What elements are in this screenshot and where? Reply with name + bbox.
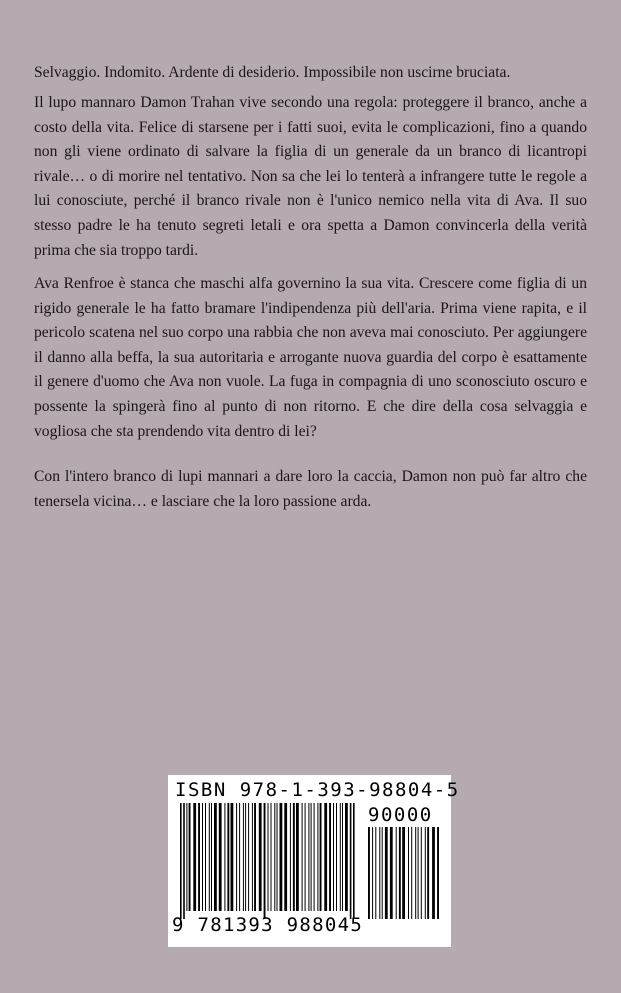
barcode-bar xyxy=(183,803,185,919)
paragraph-text: Con l'intero branco di lupi mannari a dare loro la caccia, Damon non può far altro che tenersela vicina… e lasciare che la loro passione arda. xyxy=(34,468,587,510)
barcode-bar xyxy=(353,803,355,919)
barcode-bar xyxy=(368,827,370,919)
barcode-bar xyxy=(302,803,303,911)
barcode-bar xyxy=(227,803,229,911)
isbn-label: ISBN 978-1-393-98804-5 xyxy=(175,779,460,801)
barcode-bar xyxy=(293,803,295,911)
barcode-bar xyxy=(231,803,234,911)
barcode-bar xyxy=(224,803,225,911)
barcode-bar xyxy=(345,803,348,911)
barcode-bar xyxy=(408,827,409,919)
barcode-bar xyxy=(180,803,182,919)
barcode-addon-number: 90000 xyxy=(368,804,433,826)
barcode-bar xyxy=(390,827,393,919)
barcode-bar xyxy=(324,803,327,911)
barcode-bar xyxy=(320,803,322,911)
barcode-bar xyxy=(375,827,376,919)
tagline-text: Selvaggio. Indomito. Ardente di desiderio. Impossibile non uscirne bruciata. xyxy=(34,64,511,81)
barcode-bar xyxy=(432,827,435,919)
barcode-bar xyxy=(271,803,272,911)
barcode-bar xyxy=(396,827,397,919)
barcode-bar xyxy=(415,827,416,919)
barcode-bar xyxy=(305,803,306,911)
barcode-bar xyxy=(411,827,412,919)
barcode-bar xyxy=(209,803,210,911)
tagline xyxy=(34,61,587,86)
barcode-bar xyxy=(308,803,309,911)
barcode-bar xyxy=(333,803,334,911)
barcode-bar xyxy=(317,803,318,911)
barcode-bar xyxy=(248,803,249,911)
barcode-bar xyxy=(202,803,203,911)
barcode-bar xyxy=(342,803,343,911)
barcode-bar xyxy=(329,803,331,911)
barcode-bar xyxy=(402,827,405,919)
barcode-bar xyxy=(268,803,269,911)
barcode-bar xyxy=(264,803,266,919)
barcode-bar xyxy=(274,803,275,911)
blurb-paragraph-damon xyxy=(34,91,587,263)
barcode-bar xyxy=(399,827,401,919)
barcode-bar xyxy=(236,803,237,911)
paragraph-text: Il lupo mannaro Damon Trahan vive secondo una regola: proteggere il branco, anche a costo della vita. Felice di starsene per i fatti suoi, evita le complicazioni, fino a quando non gli viene ordinato di salvare la figlia di un generale da un branco di licantropi rivale… o di morire nel tentativo. Non sa che lei lo tenterà a infrangere tutte le regole a lui conosciute, perché il branco rivale non è l'unico nemico nella vita di Ava. Il suo stesso padre le ha tenuto segreti letali e ora spetta a Damon convincerla della verità prima che sia troppo tardi. xyxy=(34,94,587,259)
barcode-bar xyxy=(280,803,283,911)
barcode-bar xyxy=(336,803,337,911)
barcode-bar xyxy=(193,803,196,911)
barcode-bar xyxy=(385,827,388,919)
barcode-ean-digits: 9 781393 988045 xyxy=(172,914,364,936)
blurb-paragraph-closing xyxy=(34,465,587,514)
barcode-bar xyxy=(418,827,419,919)
barcode-bar xyxy=(277,803,278,911)
barcode-bar xyxy=(379,827,380,919)
blurb-paragraph-ava xyxy=(34,272,587,444)
barcode-bar xyxy=(239,803,240,911)
barcode-bar xyxy=(219,803,222,911)
barcode-bar xyxy=(437,827,439,919)
barcode-bar xyxy=(254,803,256,911)
barcode-bar xyxy=(186,803,187,911)
barcode-bar xyxy=(382,827,383,919)
barcode-bar xyxy=(340,803,341,911)
barcode-bar xyxy=(311,803,312,911)
barcode-bar xyxy=(284,803,287,911)
barcode-bar xyxy=(421,827,422,919)
barcode-bar xyxy=(189,803,191,911)
barcode-bar xyxy=(259,803,262,911)
barcode-bar xyxy=(314,803,315,911)
barcode-bar xyxy=(372,827,373,919)
barcode-bar xyxy=(296,803,299,911)
barcode-bar xyxy=(252,803,253,911)
barcode-bar xyxy=(211,803,212,911)
barcode-bar xyxy=(198,803,200,911)
barcode-bar xyxy=(427,827,429,919)
barcode-bar xyxy=(425,827,426,919)
barcode-bar xyxy=(243,803,244,911)
barcode-bar xyxy=(290,803,291,911)
barcode-bar xyxy=(350,803,352,919)
barcode-bar xyxy=(245,803,246,911)
isbn-barcode xyxy=(168,775,460,947)
paragraph-text: Ava Renfroe è stanca che maschi alfa governino la sua vita. Crescere come figlia di un rigido generale le ha fatto bramare l'indipendenza più dell'aria. Prima viene rapita, e il pericolo scatena nel suo corpo una rabbia che non aveva mai conosciuto. Per aggiungere il danno alla beffa, la sua autoritaria e arrogante nuova guardia del corpo è esattamente il genere d'uomo che Ava non vuole. La fuga in compagnia di uno sconosciuto oscuro e possente la spingerà fino al punto di non ritorno. E che dire della cosa selvaggia e vogliosa che sta prendendo vita dentro di lei? xyxy=(34,275,587,440)
barcode-bar xyxy=(214,803,217,911)
barcode-bar xyxy=(205,803,206,911)
